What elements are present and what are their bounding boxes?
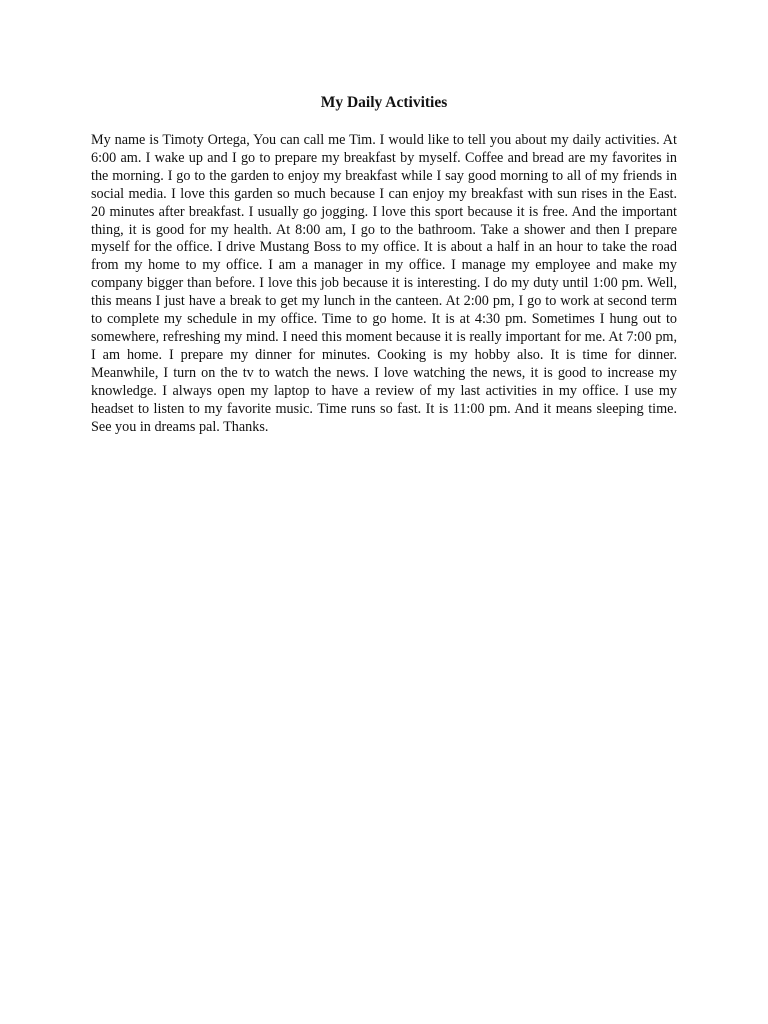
document-title: My Daily Activities	[320, 94, 448, 111]
document-body-paragraph: My name is Timoty Ortega, You can call me Tim. I would like to tell you about my daily activities. At 6:00 am. I wake up and I go to prepare my breakfast by myself. Coffee and bread are my favorites in the morning. I go to the garden to enjoy my breakfast while I say good morning to all of my friends in social media. I love this garden so much because I can enjoy my breakfast with sun rises in the East. 20 minutes after breakfast. I usually go jogging. I love this sport because it is free. And the important thing, it is good for my health. At 8:00 am, I go to the bathroom. Take a shower and then I prepare myself for the office. I drive Mustang Boss to my office. It is about a half in an hour to take the road from my home to my office. I am a manager in my office. I manage my employee and make my company bigger than before. I love this job because it is interesting. I do my duty until 1:00 pm. Well, this means I just have a break to get my lunch in the canteen. At 2:00 pm, I go to work at second term to complete my schedule in my office. Time to go home. It is at 4:30 pm. Sometimes I hung out to somewhere, refreshing my mind. I need this moment because it is really important for me. At 7:00 pm, I am home. I prepare my dinner for minutes. Cooking is my hobby also. It is time for dinner. Meanwhile, I turn on the tv to watch the news. I love watching the news, it is good to increase my knowledge. I always open my laptop to have a review of my last activities in my office. I use my headset to listen to my favorite music. Time runs so fast. It is 11:00 pm. And it means sleeping time. See you in dreams pal. Thanks.	[91, 132, 677, 435]
